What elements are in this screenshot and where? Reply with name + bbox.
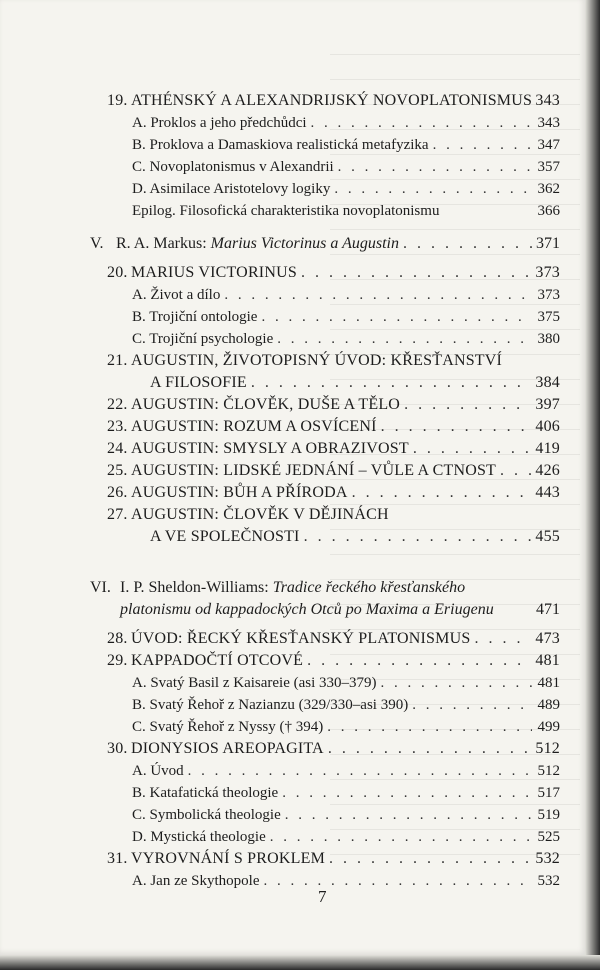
toc-chapter-27-cont xyxy=(150,526,560,548)
chapter-title-cont: A VE SPOLEČNOSTI xyxy=(150,528,300,545)
dot-leader xyxy=(334,178,532,200)
dot-leader xyxy=(224,284,532,306)
toc-chapter-31 xyxy=(107,848,560,870)
toc-entry xyxy=(132,782,560,804)
page-number: 426 xyxy=(535,462,560,479)
entry-title: A. Úvod xyxy=(132,763,184,779)
page-edge-right xyxy=(585,0,600,970)
toc-entry xyxy=(132,306,560,328)
page-number: 532 xyxy=(535,850,560,867)
dot-leader xyxy=(188,760,532,782)
chapter-title: VYROVNÁNÍ S PROKLEM xyxy=(131,850,326,867)
toc-entry xyxy=(132,134,560,156)
entry-title: A. Proklos a jeho předchůdci xyxy=(132,115,307,131)
page-number: 373 xyxy=(537,287,560,303)
page-number: 532 xyxy=(537,873,560,889)
page-number: 471 xyxy=(536,601,560,618)
entry-title: Epilog. Filosofická charakteristika novoplatonismu xyxy=(132,203,440,219)
toc-chapter-25 xyxy=(107,460,560,482)
page-number: 371 xyxy=(536,235,560,252)
entry-title: B. Svatý Řehoř z Nazianzu (329/330–asi 390) xyxy=(132,697,409,713)
dot-leader xyxy=(381,672,532,694)
dot-leader xyxy=(327,716,532,738)
part-author: R. A. Markus: xyxy=(116,235,207,252)
page-number: 489 xyxy=(537,697,560,713)
toc-entry xyxy=(132,760,560,782)
toc-entry xyxy=(132,694,560,716)
page-number: 343 xyxy=(535,92,560,109)
toc-chapter-19 xyxy=(107,90,560,112)
chapter-title: ÚVOD: ŘECKÝ KŘESŤANSKÝ PLATONISMUS xyxy=(131,630,471,647)
dot-leader xyxy=(307,650,531,672)
part-author: I. P. Sheldon-Williams: xyxy=(120,579,269,596)
toc-entry xyxy=(132,156,560,178)
chapter-title: KAPPADOČTÍ OTCOVÉ xyxy=(131,652,304,669)
page-number: 373 xyxy=(535,264,560,281)
entry-title: C. Symbolická theologie xyxy=(132,807,281,823)
entry-title: B. Katafatická theologie xyxy=(132,785,279,801)
page-number: 384 xyxy=(535,374,560,391)
chapter-title: AUGUSTIN: LIDSKÉ JEDNÁNÍ – VŮLE A CTNOST xyxy=(131,462,497,479)
part-title: Marius Victorinus a Augustin xyxy=(210,235,399,252)
toc-chapter-28 xyxy=(107,628,560,650)
toc-chapter-27 xyxy=(107,504,560,526)
page-number: 499 xyxy=(537,719,560,735)
page-number: 512 xyxy=(535,740,560,757)
dot-leader xyxy=(352,482,532,504)
chapter-title: AUGUSTIN: ČLOVĚK V DĚJINÁCH xyxy=(131,506,389,523)
chapter-number: 23. xyxy=(107,418,128,435)
entry-title: C. Svatý Řehoř z Nyssy († 394) xyxy=(132,719,324,735)
chapter-number: 19. xyxy=(107,92,128,109)
toc-entry xyxy=(132,826,560,848)
chapter-title: AUGUSTIN: BŮH A PŘÍRODA xyxy=(131,484,348,501)
chapter-title: ATHÉNSKÝ A ALEXANDRIJSKÝ NOVOPLATONISMUS xyxy=(131,92,533,109)
entry-title: D. Asimilace Aristotelovy logiky xyxy=(132,181,331,197)
chapter-title: DIONYSIOS AREOPAGITA xyxy=(131,740,324,757)
chapter-title: AUGUSTIN: ROZUM A OSVÍCENÍ xyxy=(131,418,377,435)
entry-title: A. Jan ze Skythopole xyxy=(132,873,260,889)
page-number: 406 xyxy=(535,418,560,435)
folio-page-number: 7 xyxy=(318,887,327,906)
dot-leader xyxy=(282,782,532,804)
page-number: 419 xyxy=(535,440,560,457)
chapter-number: 26. xyxy=(107,484,128,501)
page-number: 512 xyxy=(537,763,560,779)
toc-entry xyxy=(132,870,560,892)
page-number: 397 xyxy=(535,396,560,413)
toc-entry xyxy=(132,178,560,200)
page-number: 481 xyxy=(535,652,560,669)
chapter-title: AUGUSTIN: ČLOVĚK, DUŠE A TĚLO xyxy=(131,396,401,413)
dot-leader xyxy=(404,394,531,416)
toc-chapter-21 xyxy=(107,350,560,372)
chapter-number: 29. xyxy=(107,652,128,669)
toc-chapter-24 xyxy=(107,438,560,460)
entry-title: A. Život a dílo xyxy=(132,287,221,303)
entry-title: C. Trojiční psychologie xyxy=(132,331,274,347)
page-number: 519 xyxy=(537,807,560,823)
chapter-title: AUGUSTIN: SMYSLY A OBRAZIVOST xyxy=(131,440,409,457)
toc-chapter-20 xyxy=(107,262,560,284)
dot-leader xyxy=(285,804,532,826)
dot-leader xyxy=(270,826,532,848)
page-number: 517 xyxy=(537,785,560,801)
dot-leader xyxy=(474,628,531,650)
toc-entry xyxy=(132,200,560,222)
chapter-number: 21. xyxy=(107,352,128,369)
page-number: 375 xyxy=(537,309,560,325)
page-number: 443 xyxy=(535,484,560,501)
chapter-number: 24. xyxy=(107,440,128,457)
dot-leader xyxy=(277,328,532,350)
page-number: 357 xyxy=(537,159,560,175)
toc-entry xyxy=(132,716,560,738)
part-title-cont: platonismu od kappadockých Otců po Maxima a Eriugenu xyxy=(120,601,494,618)
chapter-number: 27. xyxy=(107,506,128,523)
dot-leader xyxy=(433,134,532,156)
page-number: 343 xyxy=(537,115,560,131)
page-number: 455 xyxy=(535,528,560,545)
dot-leader xyxy=(403,233,532,255)
part-roman: VI. xyxy=(90,579,111,596)
part-roman: V. xyxy=(90,235,104,252)
toc-chapter-26 xyxy=(107,482,560,504)
entry-title: C. Novoplatonismus v Alexandrii xyxy=(132,159,334,175)
dot-leader xyxy=(261,306,532,328)
dot-leader xyxy=(500,460,531,482)
toc-chapter-22 xyxy=(107,394,560,416)
page-number: 473 xyxy=(535,630,560,647)
toc-entry xyxy=(132,112,560,134)
chapter-title-cont: A FILOSOFIE xyxy=(150,374,247,391)
page-number: 481 xyxy=(537,675,560,691)
dot-leader xyxy=(338,156,532,178)
chapter-number: 25. xyxy=(107,462,128,479)
toc-chapter-23 xyxy=(107,416,560,438)
entry-title: B. Proklova a Damaskiova realistická metafyzika xyxy=(132,137,429,153)
page-edge-bottom xyxy=(0,955,600,970)
dot-leader xyxy=(251,372,532,394)
dot-leader xyxy=(381,416,532,438)
part-title: Tradice řeckého křesťanského xyxy=(272,579,466,596)
entry-title: A. Svatý Basil z Kaisareie (asi 330–379) xyxy=(132,675,377,691)
toc-entry xyxy=(132,284,560,306)
dot-leader xyxy=(304,526,532,548)
page-number: 362 xyxy=(537,181,560,197)
toc-chapter-21-cont xyxy=(150,372,560,394)
dot-leader xyxy=(311,112,532,134)
entry-title: B. Trojiční ontologie xyxy=(132,309,258,325)
chapter-title: AUGUSTIN, ŽIVOTOPISNÝ ÚVOD: KŘESŤANSTVÍ xyxy=(131,352,503,369)
toc-entry xyxy=(132,672,560,694)
chapter-number: 20. xyxy=(107,264,128,281)
toc-part-v xyxy=(90,233,560,255)
dot-leader xyxy=(301,262,531,284)
page-number: 366 xyxy=(537,203,560,219)
toc-part-vi-cont xyxy=(120,599,560,621)
page-number: 525 xyxy=(537,829,560,845)
dot-leader xyxy=(412,694,532,716)
entry-title: D. Mystická theologie xyxy=(132,829,266,845)
toc-entry xyxy=(132,328,560,350)
toc-chapter-29 xyxy=(107,650,560,672)
toc-entry xyxy=(132,804,560,826)
chapter-title: MARIUS VICTORINUS xyxy=(131,264,297,281)
dot-leader xyxy=(263,870,532,892)
dot-leader xyxy=(329,848,531,870)
chapter-number: 22. xyxy=(107,396,128,413)
toc-chapter-30 xyxy=(107,738,560,760)
chapter-number: 28. xyxy=(107,630,128,647)
page-number: 347 xyxy=(537,137,560,153)
chapter-number: 30. xyxy=(107,740,128,757)
dot-leader xyxy=(413,438,532,460)
chapter-number: 31. xyxy=(107,850,128,867)
dot-leader xyxy=(328,738,532,760)
page-number: 380 xyxy=(537,331,560,347)
toc-part-vi xyxy=(90,577,560,599)
